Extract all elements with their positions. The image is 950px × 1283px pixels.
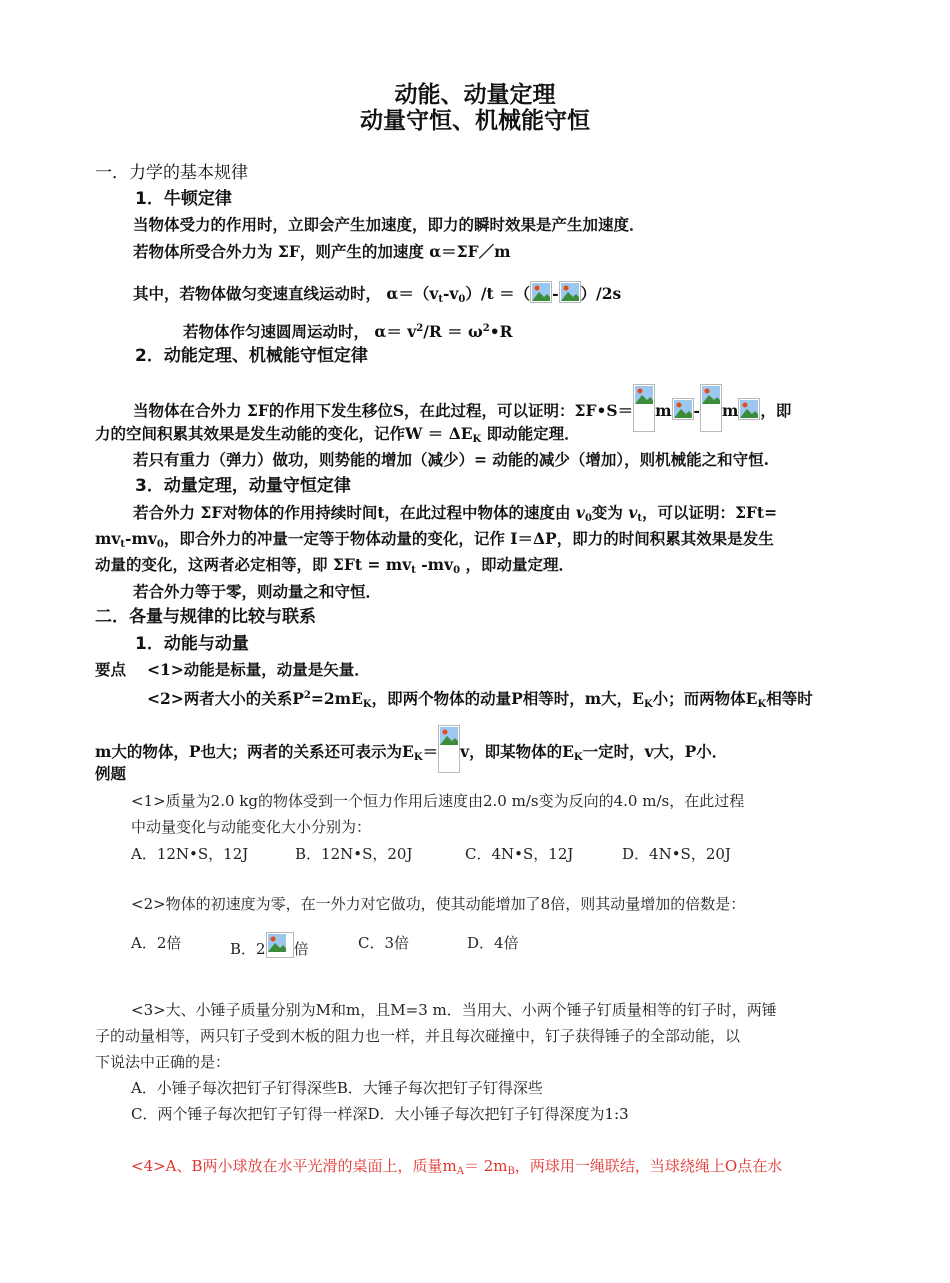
question-3-line-1: <3>大、小锤子质量分别为M和m，且M=3 m．当用大、小两个锤子钉质量相等的钉子时，两锤 bbox=[131, 1001, 777, 1019]
newton-paragraph-2: 若物体所受合外力为 ΣF，则产生的加速度 α＝ΣF／m bbox=[133, 242, 511, 261]
examples-heading: 例题 bbox=[95, 764, 127, 783]
question-2-option-d: D．4倍 bbox=[467, 934, 519, 952]
question-3-options-cd: C．两个锤子每次把钉子钉得一样深D．大小锤子每次把钉子钉得深度为1:3 bbox=[131, 1105, 629, 1123]
momentum-theorem-paragraph-1: 若合外力 ΣF对物体的作用持续时间t，在此过程中物体的速度由 $v_0$变为 $v_t$，可以证明：ΣFt= bbox=[133, 503, 778, 524]
image-placeholder-icon bbox=[633, 384, 655, 432]
image-placeholder-icon bbox=[559, 281, 581, 303]
newton-paragraph-3: 其中，若物体做匀变速直线运动时， $\alpha=(v_t-v_0)/t$ ＝（ - ）/2s bbox=[133, 281, 621, 311]
key-point-2-continued: m大的物体，P也大；两者的关系还可表示为$E_K=$ v，即某物体的$E_K$一定时，v大，P小． bbox=[95, 725, 727, 773]
question-3-options-ab: A．小锤子每次把钉子钉得深些B．大锤子每次把钉子钉得深些 bbox=[131, 1079, 543, 1097]
question-1-option-b: B．12N•S，20J bbox=[295, 845, 413, 863]
question-1-line-2: 中动量变化与动能变化大小分别为： bbox=[131, 818, 372, 836]
section-1-2-heading: 2．动能定理、机械能守恒定律 bbox=[135, 346, 368, 366]
question-1-option-d: D．4N•S，20J bbox=[622, 845, 731, 863]
question-2-option-b: B．2 倍 bbox=[230, 932, 309, 960]
section-1-1-heading: 1．牛顿定律 bbox=[135, 189, 232, 209]
question-2-line-1: <2>物体的初速度为零，在一外力对它做功，使其动能增加了8倍，则其动量增加的倍数是： bbox=[131, 895, 746, 913]
question-1-option-c: C．4N•S，12J bbox=[465, 845, 574, 863]
question-2-option-c: C．3倍 bbox=[358, 934, 410, 952]
section-2-1-heading: 1．动能与动量 bbox=[135, 634, 249, 654]
section-2-heading: 二．各量与规律的比较与联系 bbox=[95, 607, 316, 627]
question-4-line-1: <4>A、B两小球放在水平光滑的桌面上，质量$m_A= 2m_B$，两球用一绳联结，当球绕绳上O点在水 bbox=[131, 1157, 783, 1177]
newton-paragraph-4: 若物体作匀速圆周运动时， $\alpha= v^2/R$ ＝ $\omega^2•R$ bbox=[183, 322, 513, 341]
question-3-line-2: 子的动量相等，两只钉子受到木板的阻力也一样，并且每次碰撞中，钉子获得锤子的全部动能，以 bbox=[95, 1027, 741, 1045]
image-placeholder-icon bbox=[266, 932, 294, 958]
question-1-option-a: A．12N•S，12J bbox=[131, 845, 249, 863]
key-points-label: 要点 bbox=[95, 660, 127, 679]
section-1-3-heading: 3．动量定理，动量守恒定律 bbox=[135, 476, 351, 496]
question-2-option-a: A．2倍 bbox=[131, 934, 182, 952]
image-placeholder-icon bbox=[438, 725, 460, 773]
image-placeholder-icon bbox=[700, 384, 722, 432]
image-placeholder-icon bbox=[738, 398, 760, 420]
energy-theorem-paragraph-1: 当物体在合外力 ΣF的作用下发生移位S，在此过程，可以证明：ΣF•S＝ m - m ，即 bbox=[133, 384, 791, 432]
question-3-line-3: 下说法中正确的是： bbox=[95, 1053, 231, 1071]
momentum-theorem-paragraph-3: 动量的变化，这两者必定相等，即 $\Sigma Ft = mv_t$ $-mv_0$ ，即动量定理． bbox=[95, 555, 574, 576]
title-line-1: 动能、动量定理 bbox=[394, 82, 556, 108]
key-point-2: <2>两者大小的关系$P^2=2mE_K$，即两个物体的动量P相等时，m大，$E_K$小；而两物体$E_K$相等时 bbox=[147, 689, 813, 710]
image-placeholder-icon bbox=[672, 398, 694, 420]
section-1-heading: 一．力学的基本规律 bbox=[95, 163, 248, 183]
key-point-1: <1>动能是标量，动量是矢量． bbox=[147, 660, 370, 679]
question-1-line-1: <1>质量为2.0 kg的物体受到一个恒力作用后速度由2.0 m/s变为反向的4.0 m/s，在此过程 bbox=[131, 792, 745, 810]
image-placeholder-icon bbox=[530, 281, 552, 303]
momentum-theorem-paragraph-2: $mv_t-mv_0$，即合外力的冲量一定等于物体动量的变化，记作 I＝ΔP，即力的时间积累其效果是发生 bbox=[95, 529, 774, 550]
energy-theorem-paragraph-3: 若只有重力（弹力）做功，则势能的增加（减少）= 动能的减少（增加），则机械能之和守恒. bbox=[133, 450, 770, 469]
title-line-2: 动量守恒、机械能守恒 bbox=[360, 108, 590, 134]
newton-paragraph-1: 当物体受力的作用时，立即会产生加速度，即力的瞬时效果是产生加速度． bbox=[133, 215, 645, 234]
energy-theorem-paragraph-2: 力的空间积累其效果是发生动能的变化，记作$W = \Delta E_K$ 即动能定理． bbox=[95, 424, 580, 445]
momentum-theorem-paragraph-4: 若合外力等于零，则动量之和守恒． bbox=[133, 582, 382, 601]
